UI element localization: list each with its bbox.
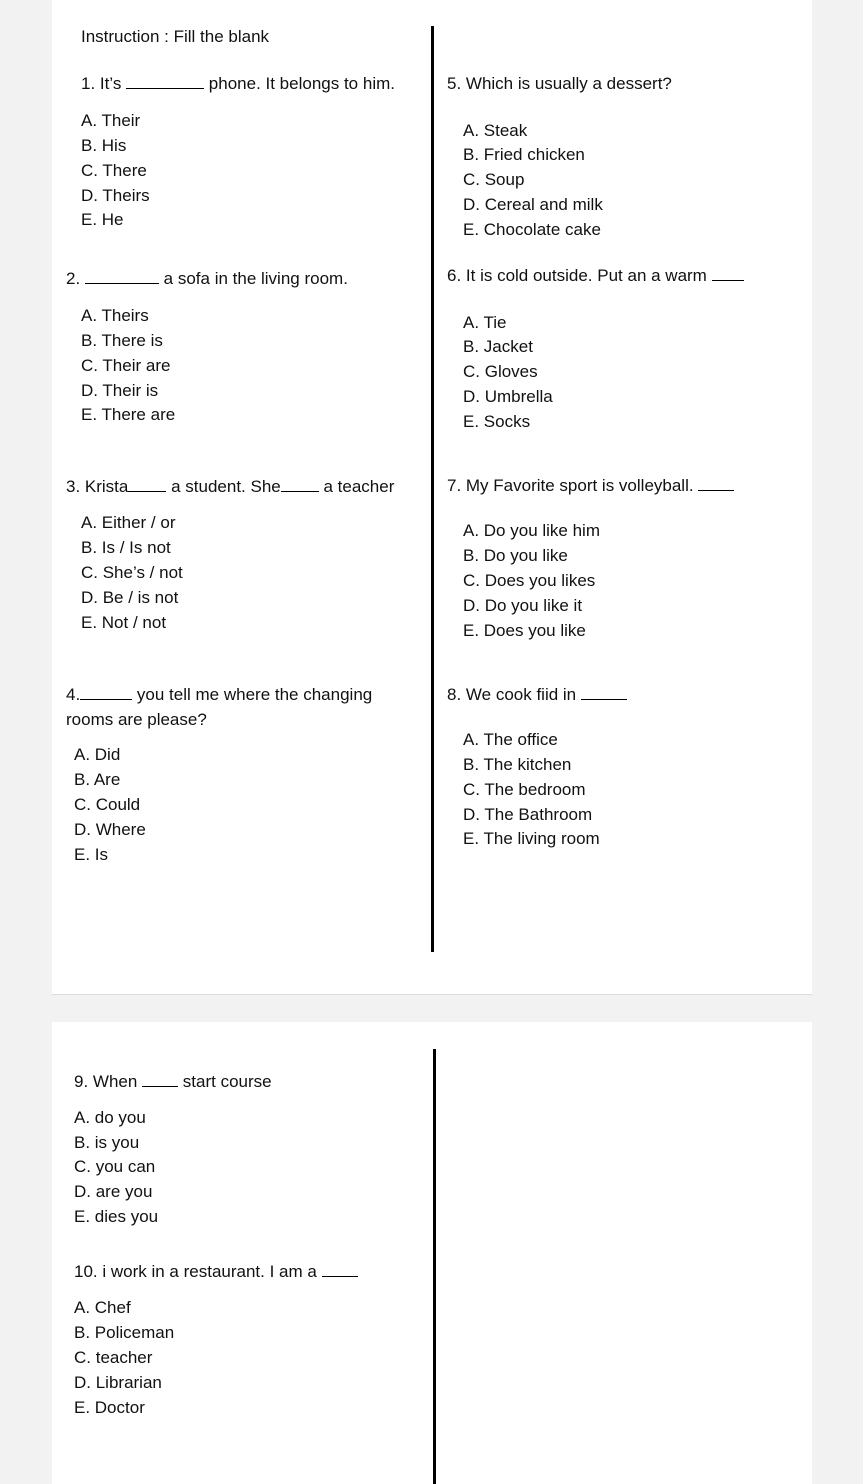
q5-option-d: D. Cereal and milk [463, 195, 603, 214]
question-1 [81, 74, 395, 94]
q6-option-e: E. Socks [463, 412, 531, 431]
question-5: 5. Which is usually a dessert? [447, 74, 672, 93]
q6-option-b: B. Jacket [463, 337, 533, 356]
question-9 [74, 1072, 272, 1092]
q9-option-d: D. are you [74, 1182, 153, 1201]
q9-option-c: C. you can [74, 1157, 156, 1176]
q3-option-c: C. She’s / not [81, 563, 183, 582]
q1-option-e: E. He [81, 210, 124, 229]
question-6-pre: 6. It is cold outside. Put an a warm [447, 266, 707, 285]
q4-option-a: A. Did [74, 745, 121, 764]
question-10-pre: 10. i work in a restaurant. I am a [74, 1262, 317, 1281]
question-9-pre: 9. When [74, 1072, 138, 1091]
q3-option-e: E. Not / not [81, 613, 167, 632]
question-1-post: phone. It belongs to him. [208, 74, 395, 93]
question-8 [447, 685, 627, 705]
question-3-post: a teacher [323, 477, 395, 496]
instruction: Instruction : Fill the blank [81, 27, 270, 46]
answer-blank [128, 477, 166, 492]
q1-option-d: D. Theirs [81, 186, 150, 205]
q5-option-b: B. Fried chicken [463, 145, 585, 164]
question-4-pre: 4. [66, 685, 81, 704]
q7-option-b: B. Do you like [463, 546, 568, 565]
question-7 [447, 476, 734, 496]
answer-blank [85, 269, 159, 284]
question-8-pre: 8. We cook fiid in [447, 685, 577, 704]
question-3-pre: 3. Krista [66, 477, 129, 496]
q7-option-e: E. Does you like [463, 621, 586, 640]
question-4 [66, 685, 372, 705]
q2-option-a: A. Theirs [81, 306, 149, 325]
q10-option-a: A. Chef [74, 1298, 131, 1317]
q5-option-e: E. Chocolate cake [463, 220, 601, 239]
question-2 [66, 269, 348, 289]
q5-option-c: C. Soup [463, 170, 525, 189]
q3-option-b: B. Is / Is not [81, 538, 171, 557]
column-divider-1 [431, 26, 434, 952]
q7-option-a: A. Do you like him [463, 521, 600, 540]
question-4-post: you tell me where the changing [136, 685, 373, 704]
answer-blank [142, 1072, 178, 1087]
answer-blank [322, 1262, 358, 1277]
q4-option-d: D. Where [74, 820, 146, 839]
q8-option-d: D. The Bathroom [463, 805, 593, 824]
column-divider-2 [433, 1049, 436, 1484]
q9-option-a: A. do you [74, 1108, 146, 1127]
q1-option-c: C. There [81, 161, 147, 180]
q6-option-d: D. Umbrella [463, 387, 553, 406]
question-10 [74, 1262, 358, 1282]
question-7-pre: 7. My Favorite sport is volleyball. [447, 476, 694, 495]
q4-option-b: B. Are [74, 770, 121, 789]
question-2-post: a sofa in the living room. [163, 269, 348, 288]
question-9-post: start course [182, 1072, 272, 1091]
answer-blank [80, 685, 132, 700]
q9-option-b: B. is you [74, 1133, 140, 1152]
answer-blank [712, 266, 744, 281]
answer-blank [126, 74, 204, 89]
q7-option-c: C. Does you likes [463, 571, 596, 590]
q6-option-c: C. Gloves [463, 362, 538, 381]
q8-option-c: C. The bedroom [463, 780, 586, 799]
q6-option-a: A. Tie [463, 313, 507, 332]
q4-option-c: C. Could [74, 795, 141, 814]
answer-blank [581, 685, 627, 700]
question-1-pre: 1. It’s [81, 74, 122, 93]
question-6 [447, 266, 744, 286]
q8-option-e: E. The living room [463, 829, 600, 848]
question-2-pre: 2. [66, 269, 81, 288]
q8-option-b: B. The kitchen [463, 755, 572, 774]
q7-option-d: D. Do you like it [463, 596, 583, 615]
q10-option-d: D. Librarian [74, 1373, 162, 1392]
q1-option-b: B. His [81, 136, 127, 155]
q3-option-a: A. Either / or [81, 513, 176, 532]
q2-option-e: E. There are [81, 405, 176, 424]
answer-blank [698, 476, 734, 491]
q5-option-a: A. Steak [463, 121, 528, 140]
question-3 [66, 477, 430, 497]
q8-option-a: A. The office [463, 730, 558, 749]
q9-option-e: E. dies you [74, 1207, 159, 1226]
q2-option-b: B. There is [81, 331, 163, 350]
q2-option-d: D. Their is [81, 381, 159, 400]
question-3-mid: a student. She [171, 477, 281, 496]
answer-blank [281, 477, 319, 492]
q3-option-d: D. Be / is not [81, 588, 179, 607]
q1-option-a: A. Their [81, 111, 141, 130]
q10-option-c: C. teacher [74, 1348, 153, 1367]
q10-option-e: E. Doctor [74, 1398, 145, 1417]
q2-option-c: C. Their are [81, 356, 171, 375]
question-4-line2: rooms are please? [66, 710, 207, 729]
q10-option-b: B. Policeman [74, 1323, 175, 1342]
q4-option-e: E. Is [74, 845, 109, 864]
